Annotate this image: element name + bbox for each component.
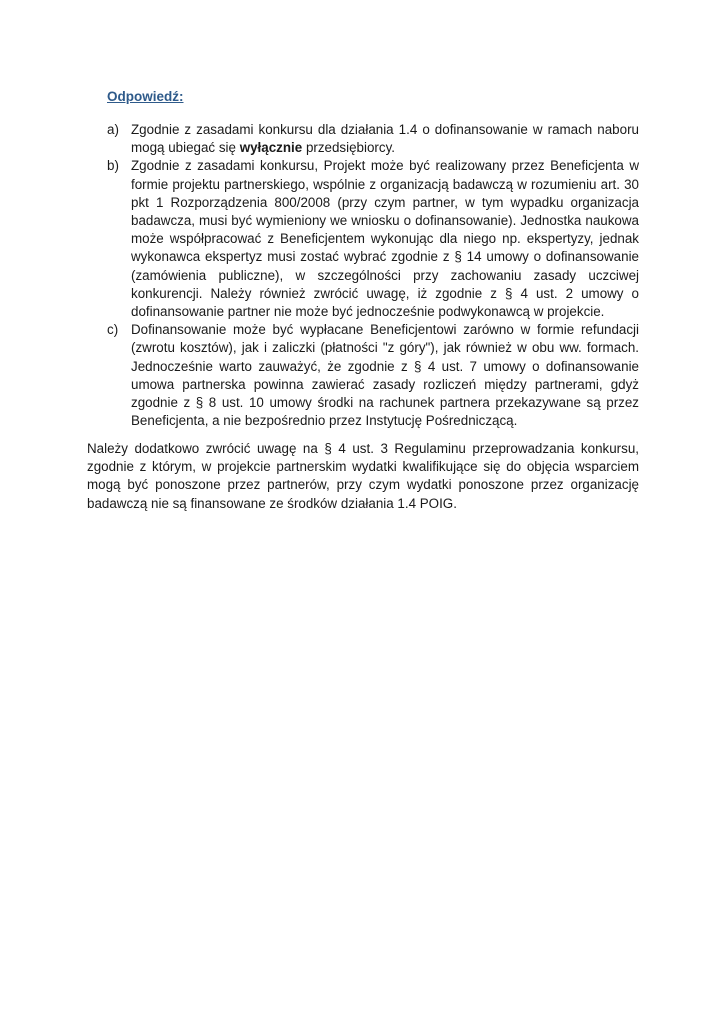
closing-paragraph: Należy dodatkowo zwrócić uwagę na § 4 ust. 3 Regulaminu przeprowadzania konkursu, zgodnie z którym, w projekcie partnerskim wydatki kwalifikujące się do objęcia wsparciem mogą być ponoszone przez partnerów, przy czym wydatki ponoszone przez organizację badawczą nie są finansowane ze środków działania 1.4 POIG.	[87, 441, 639, 511]
list-item-b	[107, 157, 639, 321]
emphasized-word: wyłącznie	[239, 140, 303, 156]
list-marker: a)	[107, 122, 119, 137]
list-marker: b)	[107, 158, 119, 174]
answer-heading: Odpowiedź:	[107, 89, 184, 104]
list-item-text	[131, 121, 639, 157]
list-item-text: Dofinansowanie może być wypłacane Beneficjentowi zarówno w formie refundacji (zwrotu kosztów), jak i zaliczki (płatności "z góry"), jak również w obu ww. formach. Jednocześnie warto zauważyć, że zgodnie z § 4 ust. 7 umowy o dofinansowanie umowa partnerska powinna zawierać zasady rozliczeń między partnerami, gdyż zgodnie z § 8 ust. 10 umowy środki na rachunek partnera przekazywane są przez Beneficjenta, a nie bezpośrednio przez Instytucję Pośredniczącą.	[131, 322, 639, 429]
list-item-c	[107, 321, 639, 430]
list-item-text: Zgodnie z zasadami konkursu, Projekt może być realizowany przez Beneficjenta w formie projektu partnerskiego, wspólnie z organizacją badawczą w rozumieniu art. 30 pkt 1 Rozporządzenia 800/2008 (przy czym partner, w tym wypadku organizacja badawcza, musi być wymieniony we wniosku o dofinansowanie). Jednostka naukowa może współpracować z Beneficjentem wykonując dla niego np. ekspertyzy, jednak wykonawca ekspertyz musi zostać wybrać zgodnie z § 14 umowy o dofinansowanie (zamówienia publiczne), w szczególności przy zachowaniu zasady uczciwej konkurencji. Należy również zwrócić uwagę, iż zgodnie z § 4 ust. 2 umowy o dofinansowanie partner nie może być jednocześnie podwykonawcą w projekcie.	[131, 158, 639, 320]
list-marker: c)	[107, 322, 119, 338]
list-item-text-end: przedsiębiorcy.	[302, 140, 395, 156]
answer-list	[107, 121, 639, 430]
list-item-a	[107, 121, 639, 157]
list-item-text-start: Zgodnie z zasadami konkursu dla działania 1.4 o dofinansowanie w ramach naboru mogą ubiegać się	[131, 122, 639, 156]
